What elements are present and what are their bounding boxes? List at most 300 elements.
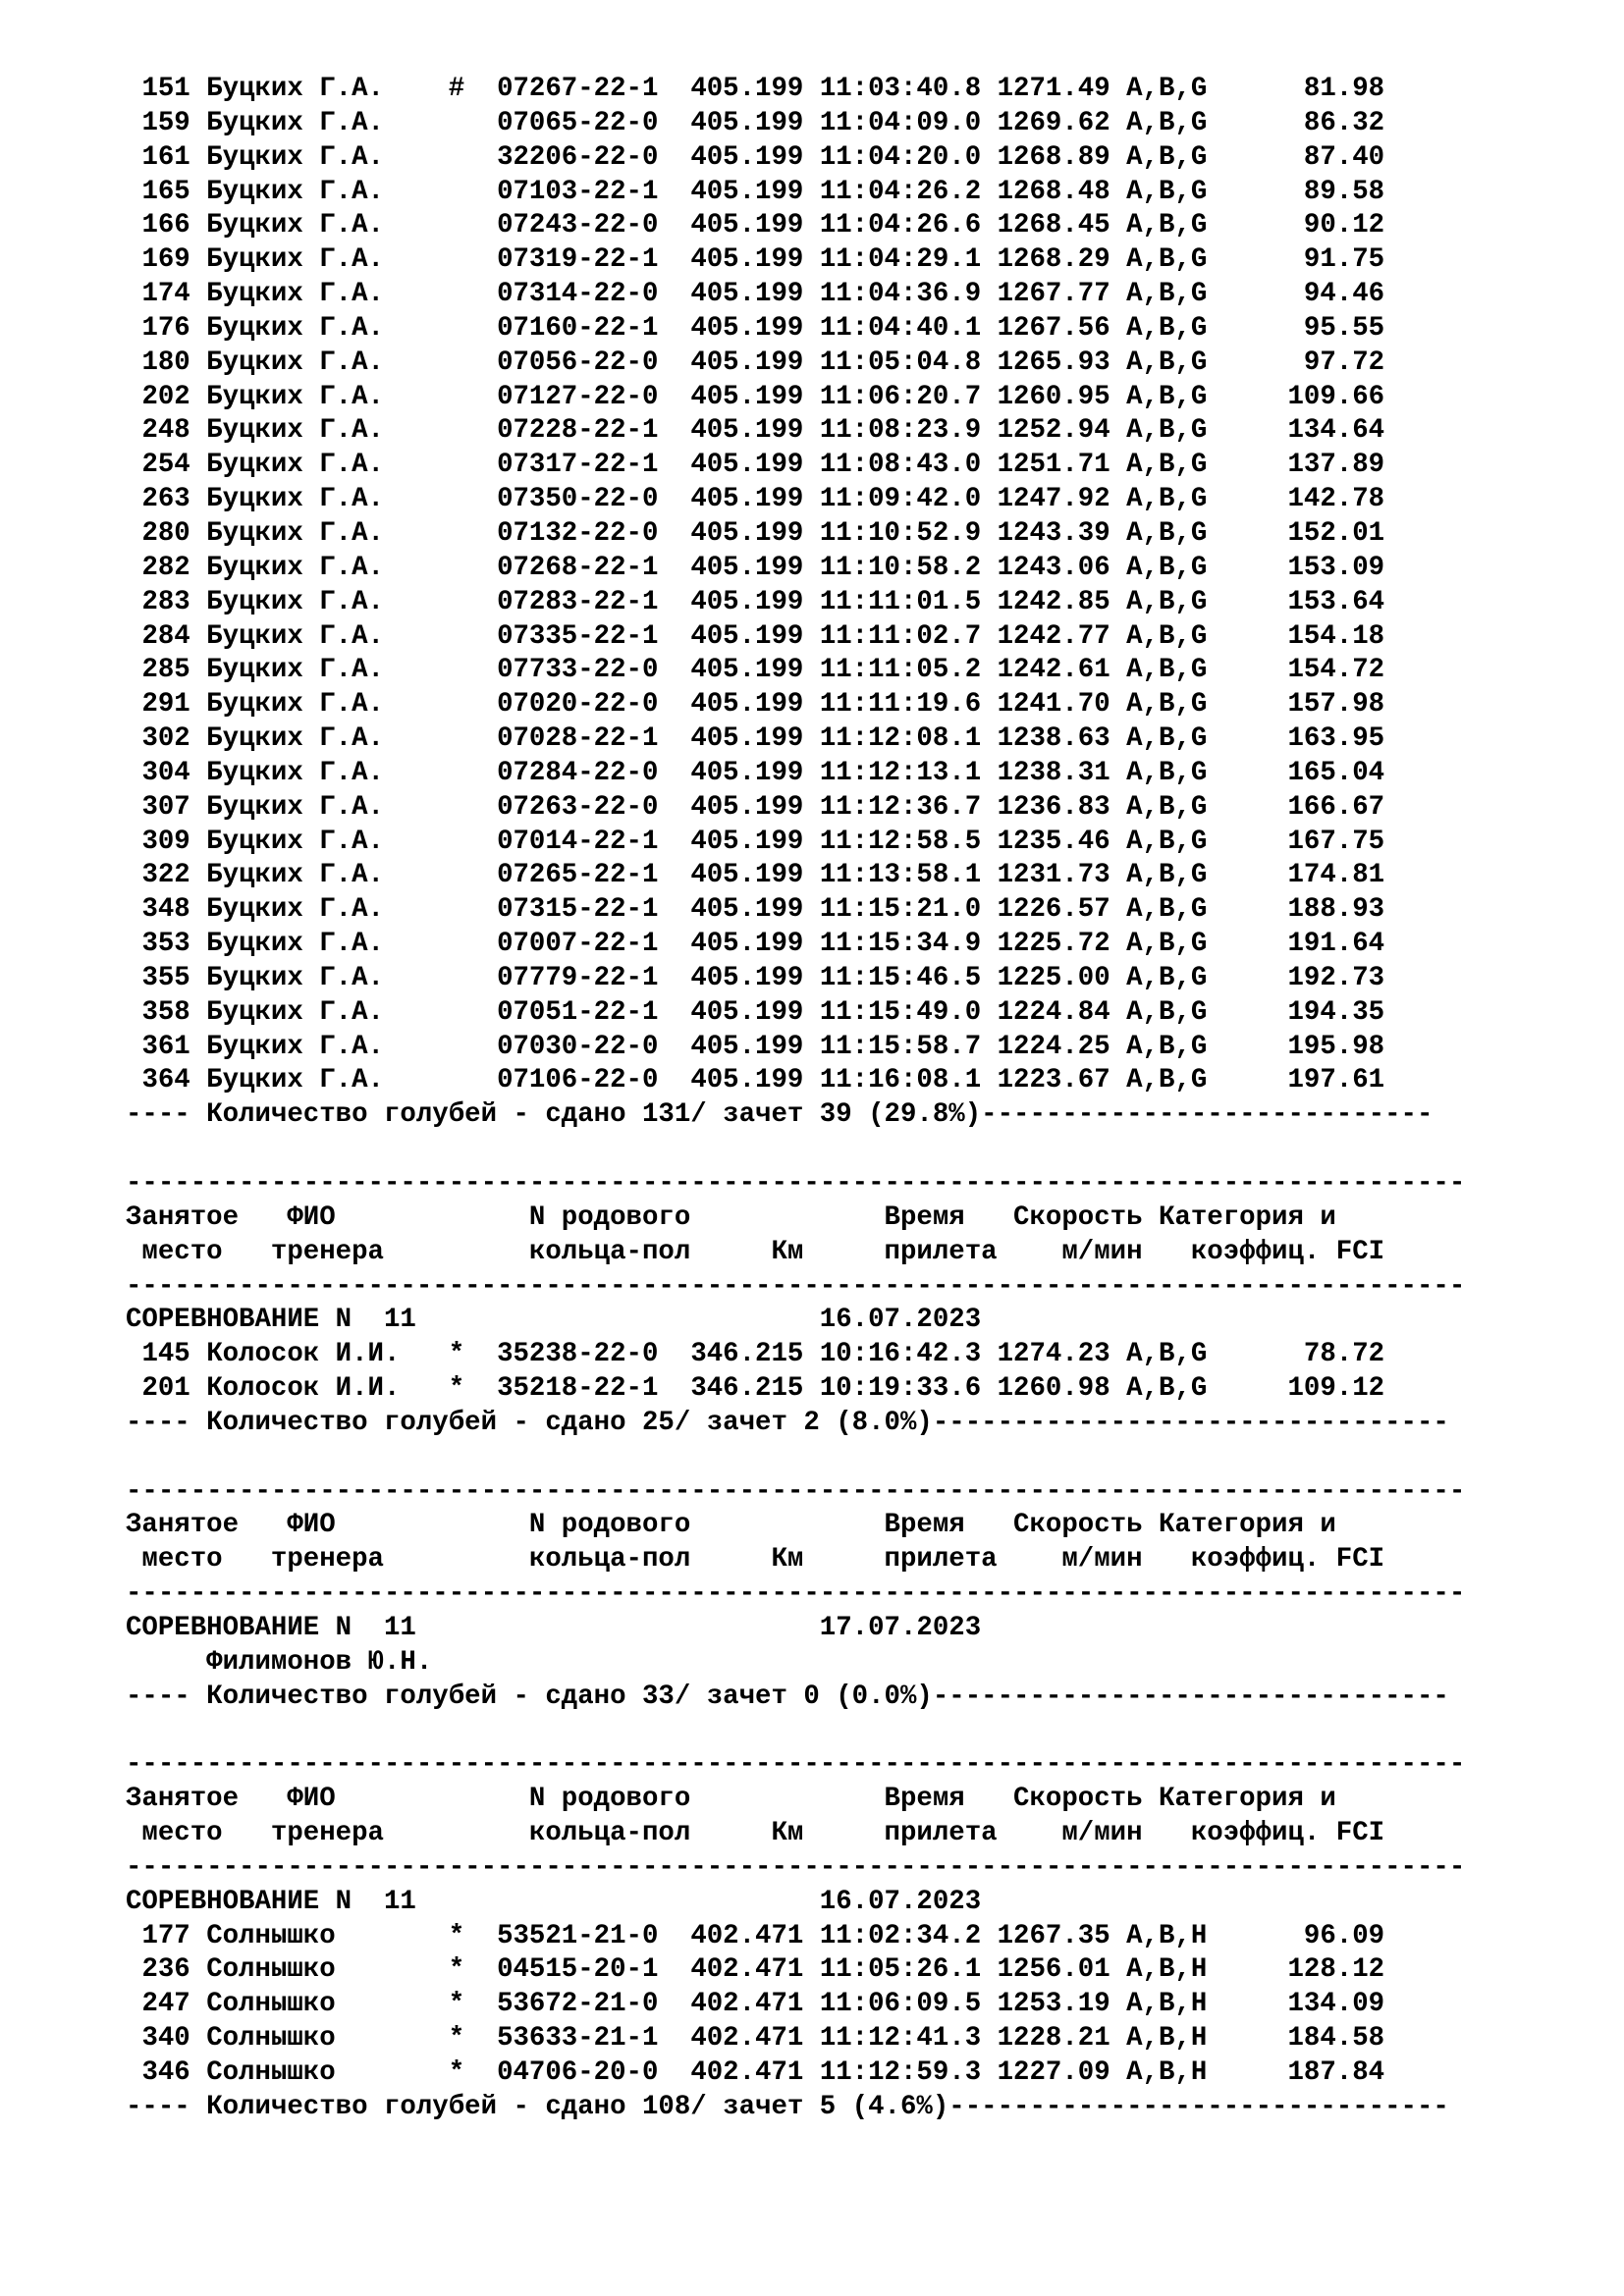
header-rule: ----------------------------------------------------------------------------------- — [126, 1475, 1466, 1507]
competition-name: СОРЕВНОВАНИЕ N 11 — [126, 1305, 820, 1336]
cell-speed: 1242.61 — [997, 655, 1110, 686]
cell-km: 402.471 — [690, 1920, 804, 1951]
cell-speed: 1269.62 — [997, 107, 1110, 138]
cell-time: 11:06:20.7 — [819, 381, 982, 412]
cell-name: Буцких Г.А. — [206, 689, 416, 721]
result-row — [126, 928, 1465, 962]
cell-mark — [449, 894, 464, 925]
cell-speed: 1271.49 — [997, 74, 1110, 104]
cell-mark — [449, 792, 464, 823]
cell-speed: 1251.71 — [997, 450, 1110, 481]
cell-name: Буцких Г.А. — [206, 757, 416, 788]
cell-name: Буцких Г.А. — [206, 279, 416, 310]
cell-mark — [449, 1032, 464, 1062]
cell-ring: 07268-22-1 — [497, 552, 659, 583]
section-summary: ---- Количество голубей - сдано 131/ зачет 39 (29.8%)---------------------------- — [126, 1099, 1434, 1131]
cell-coef: 134.64 — [1222, 415, 1385, 447]
cell-place: 282 — [141, 552, 190, 583]
cell-km: 405.199 — [690, 757, 804, 788]
section-summary: ---- Количество голубей - сдано 25/ зачет 2 (8.0%)-------------------------------- — [126, 1407, 1449, 1438]
cell-mark — [449, 484, 464, 514]
cell-km: 405.199 — [690, 894, 804, 926]
cell-ring: 07267-22-1 — [497, 74, 659, 104]
header-rule: ----------------------------------------------------------------------------------- — [126, 1168, 1466, 1199]
cell-coef: 81.98 — [1222, 74, 1385, 104]
competition-name: СОРЕВНОВАНИЕ N 11 — [126, 1886, 820, 1917]
result-row — [126, 483, 1465, 517]
cell-place: 285 — [141, 655, 190, 686]
cell-place: 177 — [141, 1920, 190, 1951]
cell-mark — [449, 177, 464, 207]
cell-speed: 1224.84 — [997, 996, 1110, 1028]
cell-place: 202 — [141, 381, 190, 412]
cell-time: 11:10:52.9 — [819, 517, 982, 549]
cell-cat: A,B,H — [1126, 1920, 1208, 1951]
cell-mark — [449, 415, 464, 446]
cell-coef: 109.12 — [1222, 1373, 1385, 1405]
cell-time: 11:05:26.1 — [819, 1954, 982, 1986]
cell-place: 358 — [141, 996, 190, 1028]
cell-coef: 134.09 — [1222, 1989, 1385, 2020]
cell-ring: 35238-22-0 — [497, 1339, 659, 1370]
cell-time: 11:09:42.0 — [819, 484, 982, 515]
cell-speed: 1267.35 — [997, 1920, 1110, 1951]
cell-cat: A,B,G — [1126, 244, 1208, 276]
cell-time: 11:10:58.2 — [819, 552, 982, 583]
cell-name: Буцких Г.А. — [206, 791, 416, 823]
cell-place: 165 — [141, 176, 190, 207]
result-row — [126, 620, 1465, 655]
cell-coef: 89.58 — [1222, 176, 1385, 207]
cell-mark — [449, 108, 464, 138]
cell-place: 166 — [141, 210, 190, 241]
cell-km: 405.199 — [690, 620, 804, 652]
cell-km: 405.199 — [690, 279, 804, 310]
cell-place: 340 — [141, 2023, 190, 2055]
cell-mark — [449, 450, 464, 480]
cell-km: 405.199 — [690, 74, 804, 104]
cell-coef: 153.09 — [1222, 552, 1385, 583]
cell-mark — [449, 827, 464, 857]
cell-time: 11:06:09.5 — [819, 1989, 982, 2020]
cell-km: 405.199 — [690, 552, 804, 583]
cell-ring: 53521-21-0 — [497, 1920, 659, 1951]
cell-place: 161 — [141, 141, 190, 173]
competition-date: 16.07.2023 — [819, 1305, 982, 1336]
cell-mark — [449, 997, 464, 1028]
cell-km: 402.471 — [690, 1989, 804, 2020]
competition-title — [126, 1304, 1465, 1338]
section-summary: ---- Количество голубей - сдано 33/ зачет 0 (0.0%)-------------------------------- — [126, 1681, 1449, 1712]
cell-ring: 07065-22-0 — [497, 107, 659, 138]
cell-place: 263 — [141, 484, 190, 515]
cell-mark — [449, 382, 464, 412]
cell-name: Буцких Г.А. — [206, 620, 416, 652]
result-row — [126, 209, 1465, 243]
cell-time: 11:04:40.1 — [819, 312, 982, 344]
result-row — [126, 654, 1465, 688]
cell-time: 11:12:58.5 — [819, 826, 982, 857]
cell-cat: A,B,G — [1126, 860, 1208, 891]
result-row — [126, 1988, 1465, 2022]
cell-coef: 87.40 — [1222, 141, 1385, 173]
cell-coef: 152.01 — [1222, 517, 1385, 549]
cell-coef: 195.98 — [1222, 1031, 1385, 1062]
cell-name: Буцких Г.А. — [206, 450, 416, 481]
cell-name: Буцких Г.А. — [206, 655, 416, 686]
cell-ring: 07284-22-0 — [497, 757, 659, 788]
cell-cat: A,B,G — [1126, 415, 1208, 447]
cell-ring: 07051-22-1 — [497, 996, 659, 1028]
cell-cat: A,B,G — [1126, 962, 1208, 993]
cell-mark: # — [448, 74, 465, 104]
cell-mark — [449, 1065, 464, 1095]
cell-time: 11:05:04.8 — [819, 347, 982, 378]
cell-ring: 07319-22-1 — [497, 244, 659, 276]
cell-coef: 167.75 — [1222, 826, 1385, 857]
cell-ring: 07265-22-1 — [497, 860, 659, 891]
cell-coef: 197.61 — [1222, 1065, 1385, 1096]
cell-km: 405.199 — [690, 962, 804, 993]
cell-coef: 86.32 — [1222, 107, 1385, 138]
cell-cat: A,B,G — [1126, 826, 1208, 857]
competition-date: 16.07.2023 — [819, 1886, 982, 1917]
cell-cat: A,B,G — [1126, 484, 1208, 515]
cell-ring: 07317-22-1 — [497, 450, 659, 481]
cell-km: 405.199 — [690, 860, 804, 891]
cell-time: 11:11:01.5 — [819, 586, 982, 617]
cell-ring: 07228-22-1 — [497, 415, 659, 447]
header-rule: ----------------------------------------------------------------------------------- — [126, 1578, 1466, 1610]
cell-name: Буцких Г.А. — [206, 723, 416, 755]
cell-cat: A,B,H — [1126, 1989, 1208, 2020]
cell-speed: 1267.77 — [997, 279, 1110, 310]
cell-name: Солнышко — [206, 1989, 416, 2020]
cell-place: 291 — [141, 689, 190, 721]
cell-place: 304 — [141, 757, 190, 788]
cell-name: Буцких Г.А. — [206, 347, 416, 378]
result-row — [126, 586, 1465, 620]
cell-speed: 1243.39 — [997, 517, 1110, 549]
cell-ring: 07020-22-0 — [497, 689, 659, 721]
result-row — [126, 757, 1465, 791]
cell-ring: 04706-20-0 — [497, 2056, 659, 2088]
cell-time: 11:15:46.5 — [819, 962, 982, 993]
cell-coef: 94.46 — [1222, 279, 1385, 310]
cell-mark — [449, 723, 464, 754]
cell-mark — [449, 244, 464, 275]
result-row — [126, 278, 1465, 312]
cell-cat: A,B,G — [1126, 929, 1208, 960]
cell-ring: 07014-22-1 — [497, 826, 659, 857]
cell-ring: 07733-22-0 — [497, 655, 659, 686]
result-row — [126, 688, 1465, 722]
cell-mark: * — [448, 2056, 465, 2088]
cell-coef: 96.09 — [1222, 1920, 1385, 1951]
cell-mark — [449, 279, 464, 309]
cell-name: Буцких Г.А. — [206, 74, 416, 104]
cell-km: 405.199 — [690, 723, 804, 755]
cell-time: 10:19:33.6 — [819, 1373, 982, 1405]
cell-time: 11:08:43.0 — [819, 450, 982, 481]
cell-time: 11:16:08.1 — [819, 1065, 982, 1096]
cell-name: Солнышко — [206, 1920, 416, 1951]
results-document — [126, 73, 1465, 2125]
cell-place: 151 — [141, 74, 190, 104]
cell-name: Буцких Г.А. — [206, 312, 416, 344]
result-row — [126, 722, 1465, 757]
cell-time: 11:04:29.1 — [819, 244, 982, 276]
cell-time: 11:04:26.2 — [819, 176, 982, 207]
result-row — [126, 1031, 1465, 1065]
cell-name: Буцких Г.А. — [206, 176, 416, 207]
cell-name: Буцких Г.А. — [206, 210, 416, 241]
cell-speed: 1252.94 — [997, 415, 1110, 447]
cell-coef: 166.67 — [1222, 791, 1385, 823]
cell-coef: 97.72 — [1222, 347, 1385, 378]
cell-time: 11:15:34.9 — [819, 929, 982, 960]
cell-mark: * — [448, 1339, 465, 1370]
cell-speed: 1253.19 — [997, 1989, 1110, 2020]
result-row — [126, 243, 1465, 278]
cell-place: 176 — [141, 312, 190, 344]
header-line-1: Занятое ФИО N родового Время Скорость Категория и — [126, 1784, 1336, 1815]
cell-mark — [449, 963, 464, 993]
result-row — [126, 73, 1465, 107]
result-row — [126, 107, 1465, 141]
cell-cat: A,B,G — [1126, 894, 1208, 926]
cell-km: 405.199 — [690, 244, 804, 276]
cell-speed: 1226.57 — [997, 894, 1110, 926]
blank-line — [126, 1133, 1465, 1167]
cell-coef: 154.72 — [1222, 655, 1385, 686]
cell-km: 405.199 — [690, 517, 804, 549]
cell-km: 405.199 — [690, 655, 804, 686]
competition-title — [126, 1612, 1465, 1646]
result-row — [126, 2056, 1465, 2091]
cell-ring: 04515-20-1 — [497, 1954, 659, 1986]
cell-ring: 07160-22-1 — [497, 312, 659, 344]
cell-name: Буцких Г.А. — [206, 929, 416, 960]
cell-name: Буцких Г.А. — [206, 860, 416, 891]
cell-place: 247 — [141, 1989, 190, 2020]
cell-time: 11:04:20.0 — [819, 141, 982, 173]
cell-time: 11:15:49.0 — [819, 996, 982, 1028]
cell-cat: A,B,G — [1126, 74, 1208, 104]
cell-place: 159 — [141, 107, 190, 138]
cell-name: Буцких Г.А. — [206, 826, 416, 857]
cell-mark: * — [448, 1920, 465, 1951]
cell-ring: 07056-22-0 — [497, 347, 659, 378]
cell-cat: A,B,G — [1126, 450, 1208, 481]
cell-cat: A,B,H — [1126, 1954, 1208, 1986]
cell-mark — [449, 929, 464, 959]
cell-km: 405.199 — [690, 689, 804, 721]
cell-place: 364 — [141, 1065, 190, 1096]
cell-place: 346 — [141, 2056, 190, 2088]
cell-km: 405.199 — [690, 1065, 804, 1096]
cell-time: 11:11:05.2 — [819, 655, 982, 686]
cell-speed: 1265.93 — [997, 347, 1110, 378]
cell-km: 405.199 — [690, 1031, 804, 1062]
cell-speed: 1231.73 — [997, 860, 1110, 891]
cell-ring: 07103-22-1 — [497, 176, 659, 207]
cell-name: Буцких Г.А. — [206, 244, 416, 276]
cell-name: Буцких Г.А. — [206, 1065, 416, 1096]
cell-coef: 142.78 — [1222, 484, 1385, 515]
cell-km: 405.199 — [690, 210, 804, 241]
cell-speed: 1223.67 — [997, 1065, 1110, 1096]
cell-mark — [449, 347, 464, 378]
cell-cat: A,B,G — [1126, 723, 1208, 755]
cell-name: Буцких Г.А. — [206, 141, 416, 173]
cell-place: 348 — [141, 894, 190, 926]
cell-speed: 1238.31 — [997, 757, 1110, 788]
cell-cat: A,B,G — [1126, 107, 1208, 138]
header-line-1: Занятое ФИО N родового Время Скорость Категория и — [126, 1510, 1336, 1541]
cell-cat: A,B,G — [1126, 1339, 1208, 1370]
cell-coef: 154.18 — [1222, 620, 1385, 652]
cell-name: Колосок И.И. — [206, 1339, 416, 1370]
cell-mark — [449, 860, 464, 890]
cell-place: 169 — [141, 244, 190, 276]
cell-coef: 91.75 — [1222, 244, 1385, 276]
cell-place: 353 — [141, 929, 190, 960]
cell-km: 402.471 — [690, 2023, 804, 2055]
cell-name: Колосок И.И. — [206, 1373, 416, 1405]
cell-place: 283 — [141, 586, 190, 617]
header-line-2: место тренера кольца-пол Км прилета м/мин коэффиц. FCI — [126, 1818, 1385, 1849]
cell-speed: 1267.56 — [997, 312, 1110, 344]
cell-time: 11:04:36.9 — [819, 279, 982, 310]
cell-speed: 1268.29 — [997, 244, 1110, 276]
cell-place: 307 — [141, 791, 190, 823]
cell-speed: 1274.23 — [997, 1339, 1110, 1370]
cell-coef: 192.73 — [1222, 962, 1385, 993]
cell-name: Солнышко — [206, 1954, 416, 1986]
result-row — [126, 312, 1465, 347]
result-row — [126, 893, 1465, 928]
cell-speed: 1227.09 — [997, 2056, 1110, 2088]
cell-ring: 07127-22-0 — [497, 381, 659, 412]
header-rule: ----------------------------------------------------------------------------------- — [126, 1270, 1466, 1302]
cell-name: Солнышко — [206, 2056, 416, 2088]
result-row — [126, 449, 1465, 483]
cell-time: 11:11:02.7 — [819, 620, 982, 652]
cell-ring: 07263-22-0 — [497, 791, 659, 823]
cell-km: 402.471 — [690, 2056, 804, 2088]
cell-mark — [449, 655, 464, 685]
cell-cat: A,B,G — [1126, 1373, 1208, 1405]
cell-coef: 153.64 — [1222, 586, 1385, 617]
cell-mark — [449, 689, 464, 720]
cell-mark: * — [448, 1989, 465, 2020]
section-summary: ---- Количество голубей - сдано 108/ зачет 5 (4.6%)------------------------------- — [126, 2091, 1449, 2122]
cell-cat: A,B,G — [1126, 312, 1208, 344]
cell-mark: * — [448, 2023, 465, 2055]
result-row — [126, 1920, 1465, 1954]
cell-ring: 07283-22-1 — [497, 586, 659, 617]
cell-speed: 1260.95 — [997, 381, 1110, 412]
cell-time: 11:04:09.0 — [819, 107, 982, 138]
cell-place: 174 — [141, 279, 190, 310]
cell-coef: 184.58 — [1222, 2023, 1385, 2055]
cell-km: 405.199 — [690, 107, 804, 138]
cell-mark — [449, 210, 464, 240]
cell-name: Буцких Г.А. — [206, 415, 416, 447]
cell-mark — [449, 587, 464, 617]
cell-km: 405.199 — [690, 141, 804, 173]
cell-place: 361 — [141, 1031, 190, 1062]
cell-km: 405.199 — [690, 176, 804, 207]
cell-place: 280 — [141, 517, 190, 549]
cell-km: 405.199 — [690, 996, 804, 1028]
cell-place: 322 — [141, 860, 190, 891]
cell-place: 236 — [141, 1954, 190, 1986]
cell-place: 254 — [141, 450, 190, 481]
cell-cat: A,B,G — [1126, 655, 1208, 686]
cell-mark — [449, 621, 464, 652]
cell-speed: 1225.72 — [997, 929, 1110, 960]
cell-mark — [449, 553, 464, 583]
cell-name: Буцких Г.А. — [206, 586, 416, 617]
cell-speed: 1243.06 — [997, 552, 1110, 583]
cell-speed: 1268.89 — [997, 141, 1110, 173]
cell-name: Буцких Г.А. — [206, 381, 416, 412]
cell-coef: 163.95 — [1222, 723, 1385, 755]
cell-mark: * — [448, 1373, 465, 1405]
cell-cat: A,B,G — [1126, 210, 1208, 241]
cell-speed: 1241.70 — [997, 689, 1110, 721]
result-row — [126, 962, 1465, 996]
cell-speed: 1256.01 — [997, 1954, 1110, 1986]
cell-mark — [449, 758, 464, 788]
cell-cat: A,B,G — [1126, 552, 1208, 583]
header-line-2: место тренера кольца-пол Км прилета м/мин коэффиц. FCI — [126, 1544, 1385, 1575]
cell-mark — [449, 518, 464, 549]
cell-km: 402.471 — [690, 1954, 804, 1986]
cell-ring: 07030-22-0 — [497, 1031, 659, 1062]
cell-coef: 165.04 — [1222, 757, 1385, 788]
cell-cat: A,B,G — [1126, 689, 1208, 721]
cell-name: Буцких Г.А. — [206, 1031, 416, 1062]
cell-time: 11:12:41.3 — [819, 2023, 982, 2055]
cell-ring: 07314-22-0 — [497, 279, 659, 310]
cell-speed: 1238.63 — [997, 723, 1110, 755]
cell-ring: 32206-22-0 — [497, 141, 659, 173]
cell-cat: A,B,G — [1126, 381, 1208, 412]
competition-date: 17.07.2023 — [819, 1612, 982, 1643]
cell-km: 405.199 — [690, 415, 804, 447]
cell-ring: 07350-22-0 — [497, 484, 659, 515]
result-row — [126, 1372, 1465, 1407]
cell-speed: 1224.25 — [997, 1031, 1110, 1062]
cell-km: 405.199 — [690, 586, 804, 617]
cell-coef: 95.55 — [1222, 312, 1385, 344]
cell-name: Солнышко — [206, 2023, 416, 2055]
cell-cat: A,B,G — [1126, 996, 1208, 1028]
cell-cat: A,B,G — [1126, 586, 1208, 617]
cell-cat: A,B,G — [1126, 279, 1208, 310]
cell-ring: 07007-22-1 — [497, 929, 659, 960]
result-row — [126, 859, 1465, 893]
cell-coef: 157.98 — [1222, 689, 1385, 721]
cell-time: 11:12:59.3 — [819, 2056, 982, 2088]
cell-speed: 1228.21 — [997, 2023, 1110, 2055]
cell-speed: 1236.83 — [997, 791, 1110, 823]
result-row — [126, 381, 1465, 415]
cell-ring: 53633-21-1 — [497, 2023, 659, 2055]
